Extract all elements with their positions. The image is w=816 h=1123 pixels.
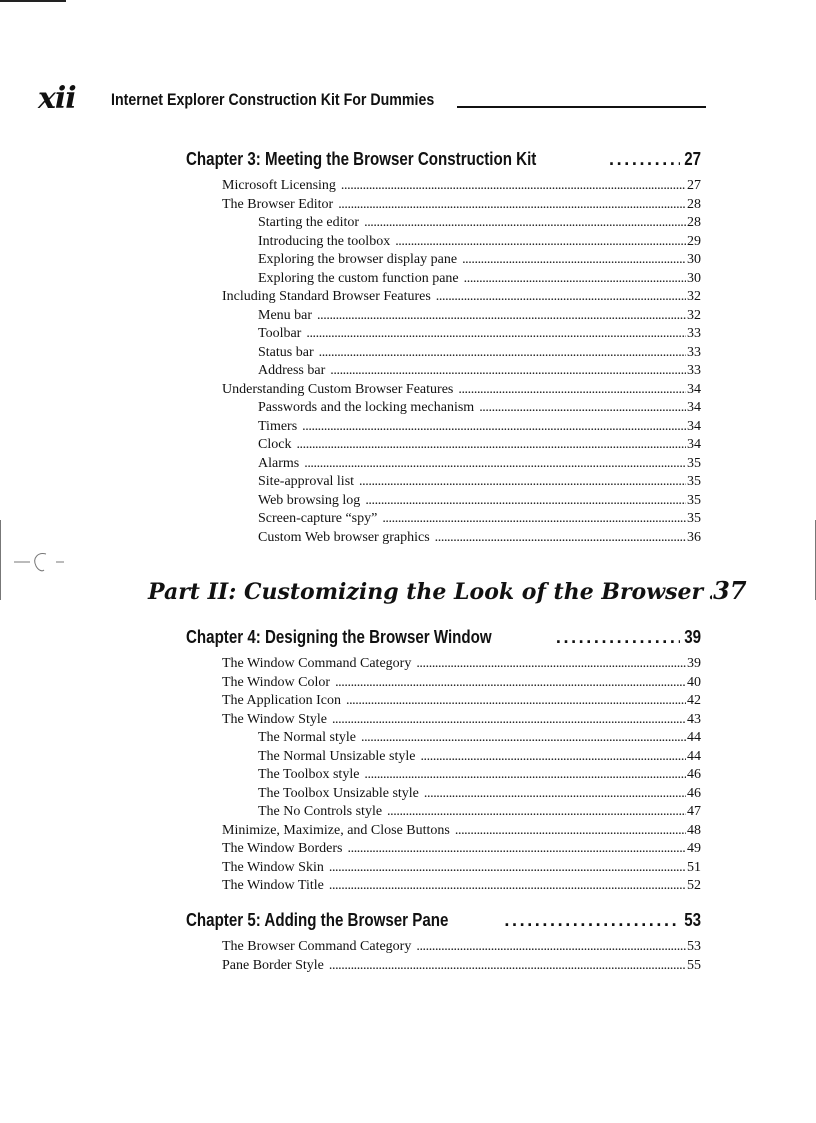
dot-leader bbox=[609, 148, 680, 170]
dot-leader bbox=[338, 196, 686, 215]
entry-title: The Normal Unsizable style bbox=[258, 748, 416, 764]
dot-leader bbox=[302, 418, 686, 437]
page-ref: 30 bbox=[687, 270, 701, 286]
page-ref: 27 bbox=[684, 149, 701, 169]
page-ref: 51 bbox=[687, 859, 701, 875]
dot-leader bbox=[395, 233, 686, 252]
page-ref: 34 bbox=[687, 418, 701, 434]
entry-title: Alarms bbox=[258, 455, 300, 471]
entry-title: Exploring the browser display pane bbox=[258, 252, 458, 267]
entry-title: Introducing the toolbox bbox=[258, 233, 391, 249]
dot-leader bbox=[479, 399, 686, 418]
page-ref: 39 bbox=[687, 656, 701, 671]
dot-leader bbox=[464, 270, 686, 289]
toc-subentry[interactable] bbox=[258, 436, 701, 455]
dot-leader bbox=[556, 626, 680, 648]
page-number: xii bbox=[38, 81, 76, 116]
toc-entry[interactable] bbox=[222, 840, 701, 859]
toc-subentry[interactable] bbox=[258, 803, 701, 822]
toc-subentry[interactable] bbox=[258, 418, 701, 437]
dot-leader bbox=[330, 362, 686, 381]
page-ref: 37 bbox=[713, 576, 747, 605]
page-ref: 29 bbox=[687, 233, 701, 249]
dot-leader bbox=[416, 938, 686, 957]
page-ref: 36 bbox=[687, 529, 701, 545]
page-ref: 52 bbox=[687, 878, 701, 893]
entry-title: The Window Skin bbox=[222, 859, 324, 875]
chapter-title: Chapter 3: Meeting the Browser Construction Kit bbox=[186, 149, 537, 169]
dot-leader bbox=[420, 748, 686, 767]
page-ref: 44 bbox=[687, 748, 701, 764]
toc-entry[interactable] bbox=[222, 196, 701, 215]
chapter-title: Chapter 4: Designing the Browser Window bbox=[186, 627, 492, 647]
page-ref: 30 bbox=[687, 252, 701, 267]
dot-leader bbox=[361, 729, 686, 748]
page-ref: 28 bbox=[687, 215, 701, 230]
dot-leader bbox=[504, 909, 680, 931]
page-ref: 28 bbox=[687, 196, 701, 212]
toc-chapter-5[interactable] bbox=[186, 909, 701, 931]
dot-leader bbox=[708, 577, 712, 607]
dot-leader bbox=[455, 822, 686, 841]
dot-leader bbox=[462, 251, 686, 270]
dot-leader bbox=[329, 859, 686, 878]
toc-entry[interactable] bbox=[222, 877, 701, 896]
toc-entry[interactable] bbox=[222, 711, 701, 730]
toc-subentry[interactable] bbox=[258, 748, 701, 767]
dot-leader bbox=[364, 214, 686, 233]
entry-title: Custom Web browser graphics bbox=[258, 529, 430, 545]
page-ref: 42 bbox=[687, 693, 701, 708]
entry-title: Address bar bbox=[258, 363, 326, 378]
toc-entry[interactable] bbox=[222, 938, 701, 957]
dot-leader bbox=[332, 711, 686, 730]
page-ref: 46 bbox=[687, 785, 701, 801]
entry-title: Pane Border Style bbox=[222, 957, 324, 973]
entry-title: The Window Style bbox=[222, 711, 327, 727]
entry-title: Clock bbox=[258, 437, 292, 452]
registration-mark-icon bbox=[14, 548, 64, 574]
entry-title: Status bar bbox=[258, 344, 314, 360]
part-title: Part II: Customizing the Look of the Browser bbox=[148, 579, 704, 605]
entry-title: Exploring the custom function pane bbox=[258, 270, 459, 286]
dot-leader bbox=[335, 674, 686, 693]
dot-leader bbox=[348, 840, 687, 859]
dot-leader bbox=[329, 877, 686, 896]
dot-leader bbox=[436, 288, 686, 307]
page-ref: 44 bbox=[687, 730, 701, 745]
page-ref: 32 bbox=[687, 307, 701, 323]
entry-title: The Toolbox Unsizable style bbox=[258, 785, 419, 801]
entry-title: The No Controls style bbox=[258, 804, 383, 819]
toc-subentry[interactable] bbox=[258, 344, 701, 363]
toc-subentry[interactable] bbox=[258, 492, 701, 511]
toc-subentry[interactable] bbox=[258, 307, 701, 326]
toc-chapter-3[interactable] bbox=[186, 148, 701, 170]
page-ref: 39 bbox=[684, 627, 701, 647]
page-ref: 35 bbox=[687, 492, 701, 508]
page-ref: 48 bbox=[687, 822, 701, 838]
crop-mark bbox=[0, 0, 66, 2]
entry-title: Screen-capture “spy” bbox=[258, 511, 378, 526]
page-ref: 46 bbox=[687, 767, 701, 782]
page-ref: 53 bbox=[687, 939, 701, 954]
toc-part-2[interactable] bbox=[148, 576, 747, 607]
toc-entry[interactable] bbox=[222, 859, 701, 878]
page-ref: 33 bbox=[687, 344, 701, 360]
entry-title: The Normal style bbox=[258, 730, 356, 745]
entry-title: Web browsing log bbox=[258, 492, 361, 508]
page-ref: 47 bbox=[687, 804, 701, 819]
toc-subentry[interactable] bbox=[258, 510, 701, 529]
toc-subentry[interactable] bbox=[258, 270, 701, 289]
toc-subentry[interactable] bbox=[258, 214, 701, 233]
toc-entry[interactable] bbox=[222, 655, 701, 674]
page-ref: 55 bbox=[687, 957, 701, 973]
toc-chapter-4[interactable] bbox=[186, 626, 701, 648]
toc-subentry[interactable] bbox=[258, 729, 701, 748]
toc-entry[interactable] bbox=[222, 674, 701, 693]
dot-leader bbox=[346, 692, 686, 711]
toc-subentry[interactable] bbox=[258, 529, 701, 548]
entry-title: The Window Title bbox=[222, 878, 324, 893]
toc-subentry[interactable] bbox=[258, 455, 701, 474]
dot-leader bbox=[416, 655, 686, 674]
page-ref: 33 bbox=[687, 363, 701, 378]
page-ref: 43 bbox=[687, 711, 701, 727]
chapter-title: Chapter 5: Adding the Browser Pane bbox=[186, 910, 449, 930]
entry-title: Minimize, Maximize, and Close Buttons bbox=[222, 822, 450, 838]
entry-title: Timers bbox=[258, 418, 298, 434]
entry-title: Including Standard Browser Features bbox=[222, 289, 431, 304]
page-ref: 35 bbox=[687, 511, 701, 526]
dot-leader bbox=[382, 510, 686, 529]
dot-leader bbox=[296, 436, 686, 455]
dot-leader bbox=[306, 325, 686, 344]
toc-subentry[interactable] bbox=[258, 325, 701, 344]
entry-title: The Application Icon bbox=[222, 693, 341, 708]
dot-leader bbox=[424, 785, 686, 804]
page-ref: 53 bbox=[684, 910, 701, 930]
toc-subentry[interactable] bbox=[258, 251, 701, 270]
entry-title: The Browser Editor bbox=[222, 196, 334, 212]
entry-title: Starting the editor bbox=[258, 215, 360, 230]
dot-leader bbox=[365, 492, 686, 511]
page-ref: 49 bbox=[687, 841, 701, 856]
dot-leader bbox=[341, 177, 686, 196]
page-ref: 34 bbox=[687, 437, 701, 452]
toc-entry[interactable] bbox=[222, 177, 701, 196]
toc-subentry[interactable] bbox=[258, 362, 701, 381]
dot-leader bbox=[458, 381, 686, 400]
running-header bbox=[38, 81, 706, 116]
entry-title: The Toolbox style bbox=[258, 767, 360, 782]
entry-title: Toolbar bbox=[258, 326, 302, 341]
page-ref: 34 bbox=[687, 400, 701, 415]
page-ref: 34 bbox=[687, 381, 701, 397]
toc-subentry[interactable] bbox=[258, 785, 701, 804]
entry-title: Menu bar bbox=[258, 307, 313, 323]
toc-subentry[interactable] bbox=[258, 766, 701, 785]
entry-title: The Window Command Category bbox=[222, 656, 412, 671]
dot-leader bbox=[435, 529, 686, 548]
toc-entry[interactable] bbox=[222, 692, 701, 711]
page-ref: 35 bbox=[687, 455, 701, 471]
toc-entry[interactable] bbox=[222, 957, 701, 976]
toc-entry[interactable] bbox=[222, 822, 701, 841]
dot-leader bbox=[304, 455, 686, 474]
page-ref: 35 bbox=[687, 474, 701, 489]
entry-title: The Window Color bbox=[222, 674, 331, 690]
dot-leader bbox=[387, 803, 686, 822]
page-ref: 33 bbox=[687, 326, 701, 341]
dot-leader bbox=[317, 307, 686, 326]
toc-entry[interactable] bbox=[222, 288, 701, 307]
page-ref: 32 bbox=[687, 289, 701, 304]
toc-subentry[interactable] bbox=[258, 233, 701, 252]
dot-leader bbox=[319, 344, 686, 363]
entry-title: Site-approval list bbox=[258, 474, 355, 489]
entry-title: Passwords and the locking mechanism bbox=[258, 400, 475, 415]
entry-title: The Window Borders bbox=[222, 841, 343, 856]
toc-entry[interactable] bbox=[222, 381, 701, 400]
left-edge-mark bbox=[0, 520, 1, 600]
toc-subentry[interactable] bbox=[258, 399, 701, 418]
entry-title: Understanding Custom Browser Features bbox=[222, 381, 454, 397]
book-title: Internet Explorer Construction Kit For Dummies bbox=[111, 91, 435, 109]
dot-leader bbox=[364, 766, 686, 785]
entry-title: The Browser Command Category bbox=[222, 939, 412, 954]
page-ref: 27 bbox=[687, 178, 701, 193]
entry-title: Microsoft Licensing bbox=[222, 178, 336, 193]
header-rule bbox=[457, 106, 706, 108]
page-ref: 40 bbox=[687, 674, 701, 690]
toc-subentry[interactable] bbox=[258, 473, 701, 492]
dot-leader bbox=[329, 957, 686, 976]
dot-leader bbox=[359, 473, 686, 492]
